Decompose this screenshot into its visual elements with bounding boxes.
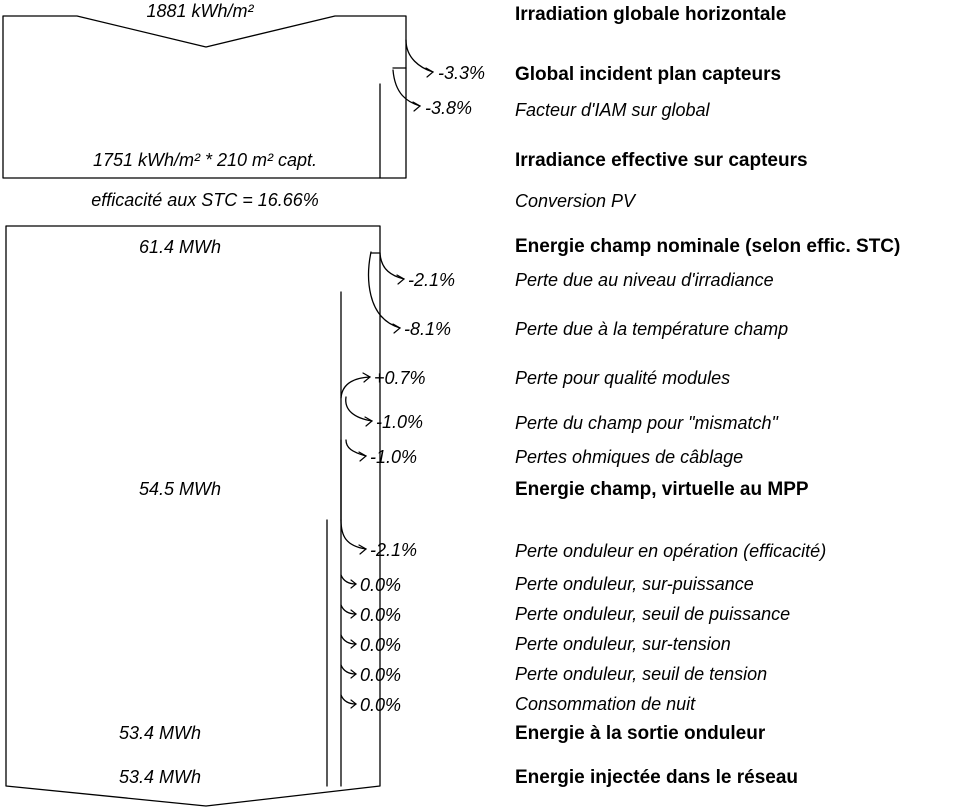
label-irradiation-globale: Irradiation globale horizontale [515,4,787,25]
label-onduleur-seuil-tension: Perte onduleur, seuil de tension [515,664,768,684]
loss-arc-mismatch [346,397,372,421]
arrowhead-ohmic [359,452,366,461]
loss-value-module-quality: +0.7% [374,368,426,388]
label-sortie-onduleur: Energie à la sortie onduleur [515,723,766,744]
loss-value-global-incident: -3.3% [438,63,486,83]
irradiance-value: 1751 kWh/m² * 210 m² capt. [92,150,318,170]
arrowhead-mismatch [365,417,372,426]
label-onduleur-sur-puissance: Perte onduleur, sur-puissance [515,574,754,594]
label-energie-nominale: Energie champ nominale (selon effic. STC) [515,236,901,257]
loss-arc-irradiance-level [380,253,404,279]
loss-value-inverter-overvoltage: 0.0% [360,635,402,655]
loss-value-night-consumption: 0.0% [360,695,402,715]
label-energie-mpp: Energie champ, virtuelle au MPP [515,479,809,500]
loss-value-inverter-operation: -2.1% [370,540,418,560]
loss-value-irradiance-level: -2.1% [408,270,456,290]
label-iam: Facteur d'IAM sur global [515,100,710,120]
loss-arc-inverter-operation [341,520,366,549]
energy-block [6,226,380,806]
loss-value-ohmic: -1.0% [370,447,418,467]
nominal-energy-value: 61.4 MWh [138,237,222,257]
arrowhead-irradiance-level [397,275,404,284]
label-onduleur-operation: Perte onduleur en opération (efficacité) [515,541,827,561]
label-perte-irradiance: Perte due au niveau d'irradiance [515,270,774,290]
loss-value-temperature: -8.1% [404,319,452,339]
efficiency-text: efficacité aux STC = 16.66% [91,190,319,210]
loss-value-iam: -3.8% [425,98,473,118]
inverter-output-value: 53.4 MWh [118,723,202,743]
label-consommation-nuit: Consommation de nuit [515,694,696,714]
label-onduleur-sur-tension: Perte onduleur, sur-tension [515,634,731,654]
loss-value-inverter-voltage-threshold: 0.0% [360,665,402,685]
loss-value-inverter-power-threshold: 0.0% [360,605,402,625]
irradiation-value: 1881 kWh/m² [146,1,254,21]
loss-value-mismatch: -1.0% [376,412,424,432]
arrowhead-inverter-operation [359,545,366,554]
loss-arc-temperature [369,252,400,328]
loss-arc-global-incident [406,40,433,72]
label-conversion-pv: Conversion PV [515,191,636,211]
loss-value-inverter-overpower: 0.0% [360,575,402,595]
label-mismatch: Perte du champ pour "mismatch" [515,413,778,433]
label-onduleur-seuil-puissance: Perte onduleur, seuil de puissance [515,604,791,624]
label-pertes-ohmiques: Pertes ohmiques de câblage [515,447,744,467]
label-perte-temperature: Perte due à la température champ [515,319,789,339]
label-global-incident: Global incident plan capteurs [515,64,782,85]
mpp-energy-value: 54.5 MWh [138,479,222,499]
grid-energy-value: 53.4 MWh [118,767,202,787]
label-irradiance-effective: Irradiance effective sur capteurs [515,150,808,171]
label-injectee-reseau: Energie injectée dans le réseau [515,767,799,788]
label-qualite-modules: Perte pour qualité modules [515,368,731,388]
